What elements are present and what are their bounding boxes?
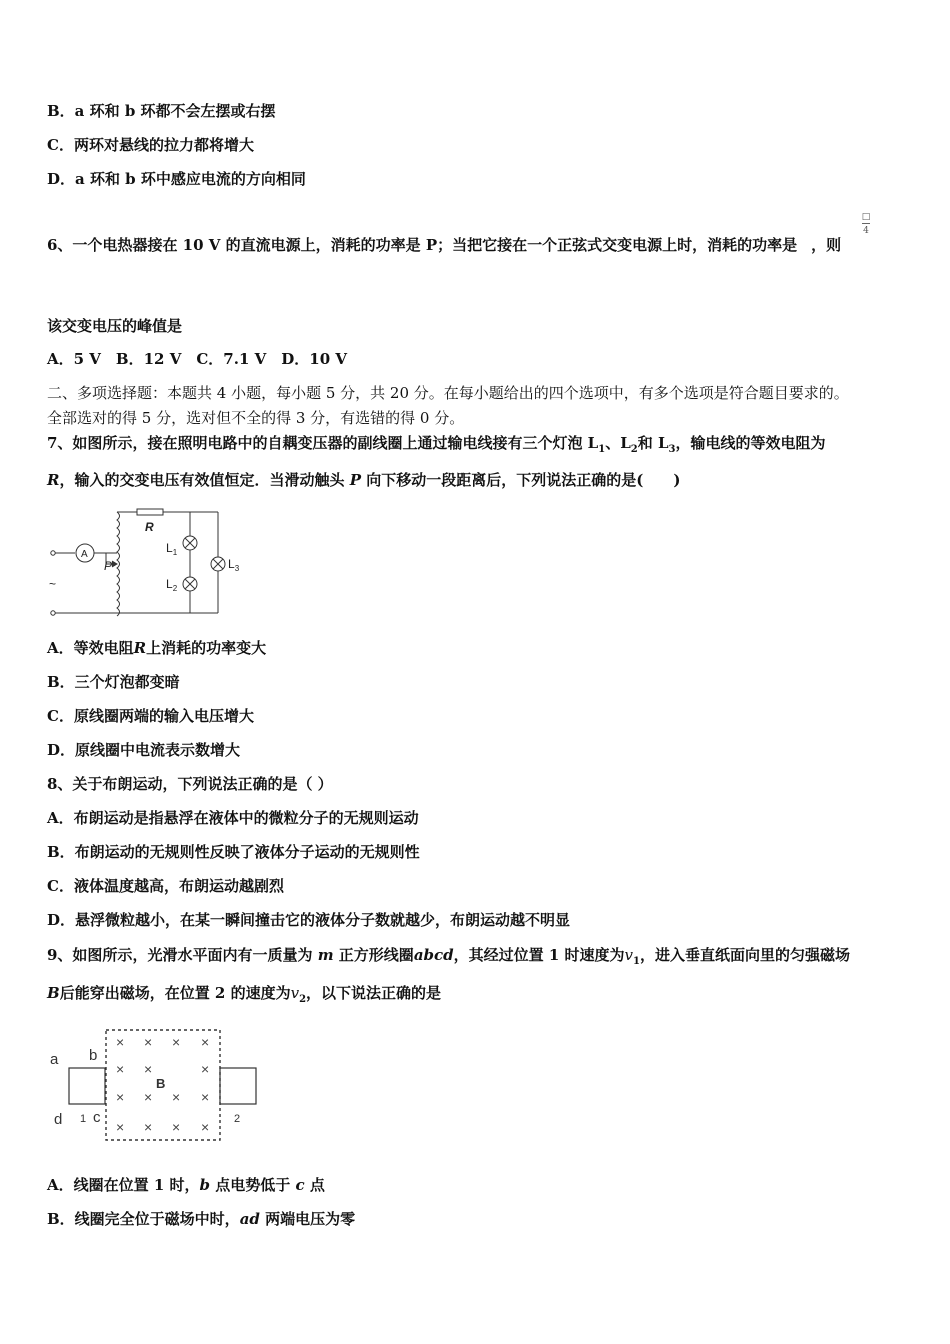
coil-position-1 <box>69 1068 105 1104</box>
q9-optA-3: 点 <box>309 1176 325 1194</box>
q6-stem-end: ，则 <box>811 236 842 254</box>
q5-option-c: C．两环对悬线的拉力都将增大 <box>47 136 254 154</box>
q7-optA-2: 上消耗的功率变大 <box>146 639 267 657</box>
field-cross: × <box>201 1034 210 1050</box>
field-cross: × <box>172 1119 181 1135</box>
field-cross: × <box>172 1034 181 1050</box>
q7-option-d: D．原线圈中电流表示数增大 <box>47 741 241 759</box>
q8-stem: 8、关于布朗运动，下列说法正确的是（ ） <box>47 775 333 793</box>
label-b: b <box>89 1047 98 1064</box>
field-cross: × <box>201 1119 210 1135</box>
q7-stem-end: ，输电线的等效电阻为 <box>675 434 826 452</box>
label-c: c <box>93 1109 101 1126</box>
q7-stem-b1: ，输入的交变电压有效值恒定．当滑动触头 <box>59 471 345 489</box>
q7-optA-R: R <box>133 639 147 657</box>
q7-stem-line2 <box>47 470 680 490</box>
q9-optA-2: 点电势低于 <box>215 1176 291 1194</box>
q7-option-a <box>47 638 266 658</box>
q9-field-diagram <box>44 1022 264 1147</box>
q8-option-a: A．布朗运动是指悬浮在液体中的微粒分子的无规则运动 <box>47 809 419 827</box>
label-L1-text: L <box>166 541 173 555</box>
label-L2-text: L <box>166 577 173 591</box>
section2-line1: 二、多项选择题：本题共 4 小题，每小题 5 分，共 20 分。在每小题给出的四个选项中，有多个选项是符合题目要求的。 <box>47 384 849 402</box>
q9-var-v1-sub: 1 <box>633 956 640 967</box>
q7-stem-sub1: 1 <box>598 444 606 455</box>
label-P: P <box>104 559 113 573</box>
field-cross: × <box>172 1089 181 1105</box>
label-L3-sub: 3 <box>234 564 240 573</box>
q9-optB-ad: ad <box>239 1210 260 1228</box>
q8-option-d: D．悬浮微粒越小，在某一瞬间撞击它的液体分子数就越少，布朗运动越不明显 <box>47 911 571 929</box>
label-R: R <box>145 520 154 534</box>
input-terminal-bottom <box>51 611 55 615</box>
q9-stem-b1: 后能穿出磁场，在位置 2 的速度为 <box>59 984 291 1002</box>
q7-stem-line1 <box>47 433 825 460</box>
label-L2-sub: 2 <box>172 584 178 593</box>
field-cross: × <box>144 1061 153 1077</box>
q6-stem-text: 6、一个电热器接在 10 V 的直流电源上，消耗的功率是 P；当把它接在一个正弦式交变电源上时，消耗的功率是 <box>47 236 798 254</box>
q9-var-v2-sub: 2 <box>299 994 307 1005</box>
label-L2 <box>166 577 178 593</box>
label-L1-sub: 1 <box>172 548 178 557</box>
q9-optA-b: b <box>199 1176 211 1194</box>
q9-stem-a2: 正方形线圈 <box>338 946 414 964</box>
q7-circuit-diagram <box>40 500 260 625</box>
label-pos2: 2 <box>234 1113 241 1125</box>
q7-optA-1: A．等效电阻 <box>47 639 134 657</box>
label-L3 <box>228 557 240 573</box>
q5-option-b: B．a 环和 b 环都不会左摆或右摆 <box>47 102 276 120</box>
input-terminal-top <box>51 551 55 555</box>
q9-stem-line1 <box>47 945 850 972</box>
q9-stem-b2: ，以下说法正确的是 <box>306 984 442 1002</box>
q7-stem-sub3: 3 <box>668 444 676 455</box>
field-cross: × <box>144 1034 153 1050</box>
q6-options: A．5 V B．12 V C．7.1 V D．10 V <box>47 350 347 368</box>
q9-var-m: m <box>317 946 334 964</box>
label-pos1: 1 <box>80 1113 87 1125</box>
field-cross: × <box>116 1034 125 1050</box>
q7-option-b: B．三个灯泡都变暗 <box>47 673 180 691</box>
q7-var-R: R <box>47 471 60 489</box>
field-cross: × <box>144 1119 153 1135</box>
q9-option-a <box>47 1175 325 1195</box>
q8-option-b: B．布朗运动的无规则性反映了液体分子运动的无规则性 <box>47 843 420 861</box>
q9-optB-1: B．线圈完全位于磁场中时， <box>47 1210 240 1228</box>
label-d: d <box>54 1111 63 1128</box>
q7-stem-b2: 向下移动一段距离后，下列说法正确的是( ) <box>366 471 681 489</box>
q9-stem-a3: ，其经过位置 1 时速度为 <box>453 946 625 964</box>
section2-line2: 全部选对的得 5 分，选对但不全的得 3 分，有选错的得 0 分。 <box>47 409 465 427</box>
field-cross: × <box>201 1089 210 1105</box>
q6-fraction-numerator: □ <box>861 212 871 222</box>
label-field-B: B <box>156 1076 166 1091</box>
q6-fraction-denominator: 4 <box>863 226 869 236</box>
q9-var-v2: v <box>290 984 300 1002</box>
field-cross: × <box>116 1089 125 1105</box>
field-cross: × <box>116 1061 125 1077</box>
q9-optA-1: A．线圈在位置 1 时， <box>47 1176 200 1194</box>
q9-optB-2: 两端电压为零 <box>265 1210 356 1228</box>
label-ac-source: ~ <box>49 577 57 591</box>
q9-stem-a4: ，进入垂直纸面向里的匀强磁场 <box>640 946 851 964</box>
q9-var-abcd: abcd <box>413 946 454 964</box>
q7-var-P: P <box>349 471 361 489</box>
q7-stem-a: 7、如图所示，接在照明电路中的自耦变压器的副线圈上通过输电线接有三个灯泡 L <box>47 434 599 452</box>
q5-option-d: D．a 环和 b 环中感应电流的方向相同 <box>47 170 306 188</box>
field-cross: × <box>201 1061 210 1077</box>
label-L3-text: L <box>228 557 235 571</box>
q9-stem-a1: 9、如图所示，光滑水平面内有一质量为 <box>47 946 313 964</box>
q9-var-B: B <box>47 984 60 1002</box>
label-a: a <box>50 1051 59 1068</box>
field-cross: × <box>144 1089 153 1105</box>
q6-stem <box>47 235 841 255</box>
resistor-R <box>137 509 163 515</box>
q9-optA-c: c <box>295 1176 305 1194</box>
q9-stem-line2 <box>47 983 441 1010</box>
label-L1 <box>166 541 178 557</box>
q7-stem-mid1: 、L <box>605 434 631 452</box>
q7-stem-mid2: 和 L <box>637 434 669 452</box>
q6-stem-cont: 该交变电压的峰值是 <box>47 317 183 335</box>
q8-option-c: C．液体温度越高，布朗运动越剧烈 <box>47 877 284 895</box>
field-cross: × <box>116 1119 125 1135</box>
q9-var-v1: v <box>624 946 634 964</box>
q7-stem-sub2: 2 <box>630 444 638 455</box>
coil-position-2 <box>220 1068 256 1104</box>
q6-fraction-bar <box>862 223 870 224</box>
q7-option-c: C．原线圈两端的输入电压增大 <box>47 707 254 725</box>
label-A: A <box>81 549 88 560</box>
q9-option-b <box>47 1209 355 1229</box>
